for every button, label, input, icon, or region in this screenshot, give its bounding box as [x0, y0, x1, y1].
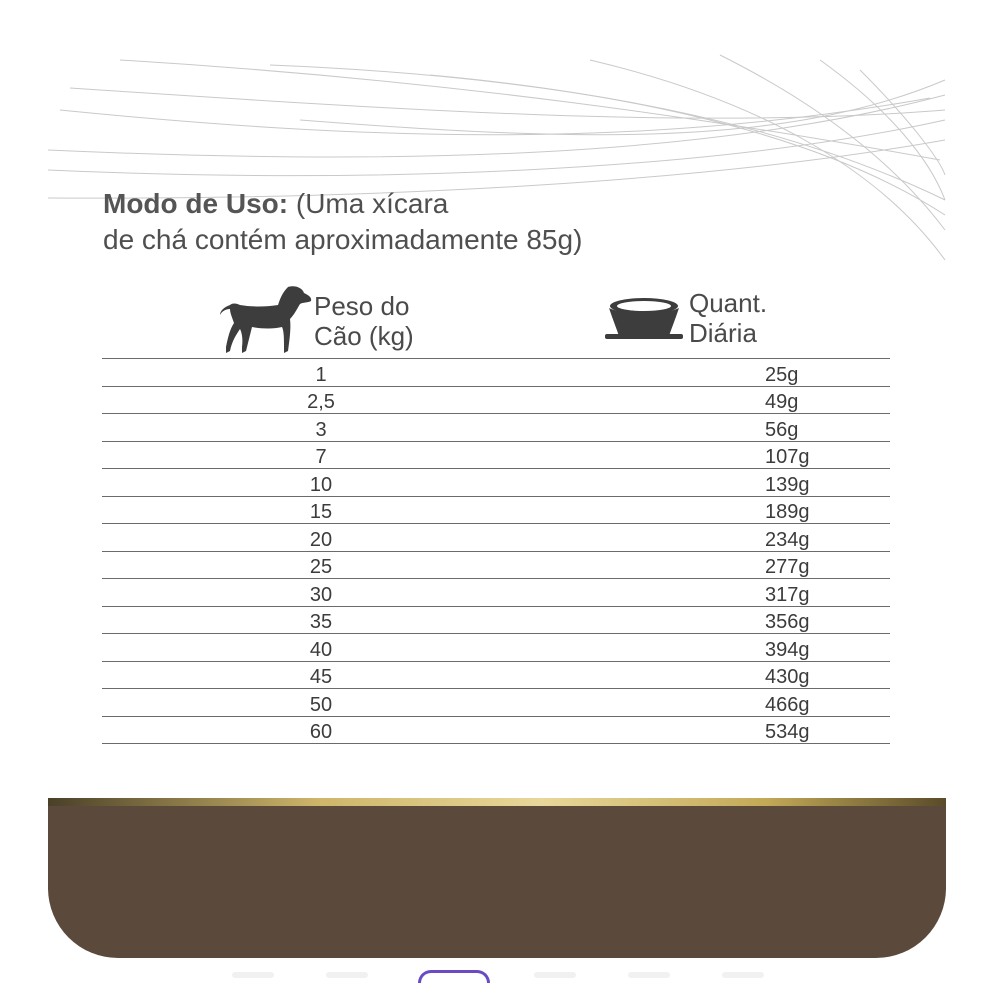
table-row [102, 662, 890, 690]
footer-pill [628, 972, 670, 978]
table-row [102, 607, 890, 635]
table-row [102, 497, 890, 525]
weight-cell: 35 [309, 611, 333, 633]
weight-cell: 7 [315, 446, 327, 468]
usage-title-bold: Modo de Uso: [103, 188, 289, 219]
quantity-cell: 356g [765, 611, 810, 633]
header-weight-label: Peso do Cão (kg) [314, 291, 414, 351]
quantity-cell: 25g [765, 363, 799, 386]
weight-cell: 25 [309, 556, 333, 578]
table-row [102, 414, 890, 442]
footer-pill [722, 972, 764, 978]
weight-cell: 45 [309, 666, 333, 688]
table-row [102, 634, 890, 662]
quantity-cell: 49g [765, 391, 799, 413]
usage-title [103, 186, 703, 222]
table-row [102, 552, 890, 580]
quantity-cell: 430g [765, 666, 810, 688]
header-quantity [603, 288, 767, 348]
usage-subtitle: de chá contém aproximadamente 85g) [103, 224, 583, 255]
quantity-cell: 394g [765, 638, 810, 661]
weight-cell: 60 [309, 721, 333, 743]
dog-icon [218, 285, 314, 357]
food-bowl-icon [603, 296, 685, 340]
table-row [102, 359, 890, 387]
table-row [102, 579, 890, 607]
header-quantity-label: Quant. Diária [689, 288, 768, 348]
table-row [102, 524, 890, 552]
header-weight [218, 285, 414, 357]
quantity-cell: 234g [765, 528, 810, 551]
footer-tab-active[interactable] [418, 970, 490, 983]
quantity-cell: 534g [765, 721, 810, 743]
weight-cell: 50 [309, 693, 333, 716]
table-row [102, 469, 890, 497]
table-row [102, 717, 890, 745]
table-row [102, 387, 890, 415]
feeding-table [102, 358, 890, 744]
weight-cell: 40 [309, 638, 333, 661]
footer-pill [232, 972, 274, 978]
weight-cell: 15 [309, 501, 333, 523]
weight-cell: 20 [309, 528, 333, 551]
quantity-cell: 317g [765, 583, 810, 606]
brown-panel [48, 806, 946, 958]
weight-cell: 10 [309, 473, 333, 496]
weight-cell: 3 [315, 418, 327, 441]
usage-title-rest: (Uma xícara [288, 188, 449, 219]
quantity-cell: 107g [765, 446, 810, 468]
quantity-cell: 277g [765, 556, 810, 578]
table-row [102, 689, 890, 717]
weight-cell: 30 [309, 583, 333, 606]
quantity-cell: 56g [765, 418, 799, 441]
quantity-cell: 466g [765, 693, 810, 716]
table-row [102, 442, 890, 470]
quantity-cell: 139g [765, 473, 810, 496]
gold-band [48, 798, 946, 806]
footer-pill [534, 972, 576, 978]
weight-cell: 1 [315, 363, 327, 386]
quantity-cell: 189g [765, 501, 810, 523]
weight-cell: 2,5 [307, 391, 335, 413]
usage-heading [103, 186, 703, 258]
footer-pill [326, 972, 368, 978]
